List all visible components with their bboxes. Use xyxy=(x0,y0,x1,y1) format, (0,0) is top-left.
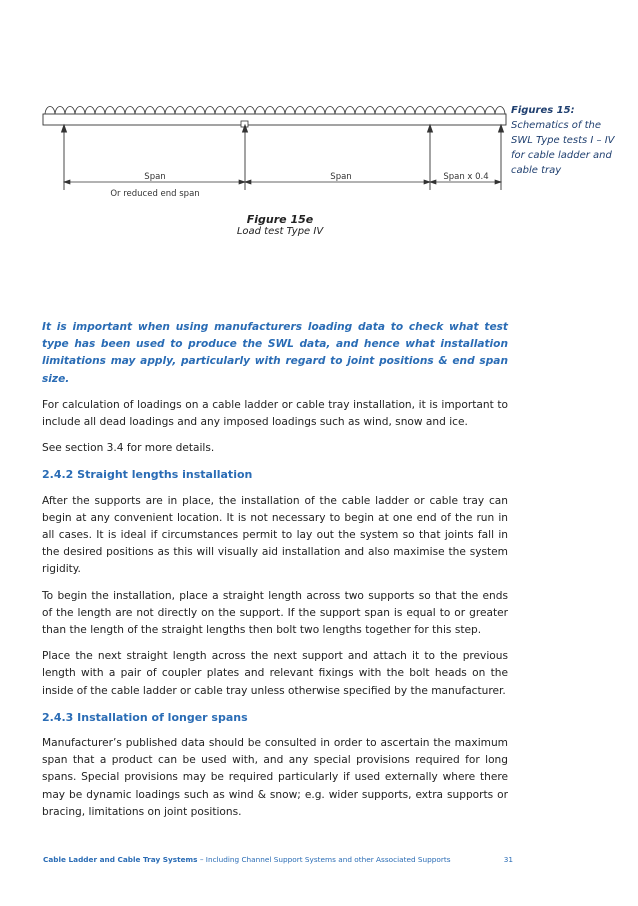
side-caption-title: Figures 15: xyxy=(511,105,575,116)
intro-paragraph: It is important when using manufacturers loading data to check what test type has been used to produce the SWL data, and hence what installation limitations may apply, particularly with regard to joint positions & end span size. xyxy=(42,321,508,385)
heading-longer-spans: 2.4.3 Installation of longer spans xyxy=(42,710,248,724)
paragraph-begin-installation: To begin the installation, place a straight length across two supports so that the ends of the length are not directly on the support. If the support span is equal to or greater than the length of the straight lengths then bolt two lengths together for this step. xyxy=(42,589,508,637)
support-arrows xyxy=(62,125,504,190)
figure-title: Figure 15e xyxy=(246,213,314,226)
span-label-3: Span x 0.4 xyxy=(443,172,489,182)
paragraph-supports: After the supports are in place, the installation of the cable ladder or cable tray can begin at any convenient location. It is not necessary to begin at one end of the run in all cases. It is ideal if circumstances permit to lay out the system so that joints fall in the desired positions as this will visually aid installation and also maximise the system rigidity. xyxy=(42,494,508,576)
figure-subtitle: Load test Type IV xyxy=(236,226,324,237)
main-text xyxy=(42,319,508,830)
heading-straight-lengths: 2.4.2 Straight lengths installation xyxy=(42,468,253,482)
span-label-1-sub: Or reduced end span xyxy=(110,189,200,199)
span-label-2: Span xyxy=(330,172,352,182)
footer-subtitle: – Including Channel Support Systems and other Associated Supports xyxy=(197,855,451,864)
paragraph-see-section: See section 3.4 for more details. xyxy=(42,442,215,455)
distributed-load xyxy=(45,107,505,115)
paragraph-manufacturer-data: Manufacturer’s published data should be consulted in order to ascertain the maximum span that a product can be used with, and any special provisions required for long spans. Special provisions may be required particularly if used externally where there may be dynamic loadings such as wind & snow; e.g. wider supports, extra supports or bracing, limitations on joint positions. xyxy=(42,737,508,818)
span-label-1: Span xyxy=(144,172,166,182)
tray-beam xyxy=(43,114,506,125)
side-caption xyxy=(511,103,621,178)
page-number: 31 xyxy=(503,855,513,864)
paragraph-loadings: For calculation of loadings on a cable ladder or cable tray installation, it is important to include all dead loadings and any imposed loadings such as wind, snow and ice. xyxy=(42,398,508,429)
footer-title: Cable Ladder and Cable Tray Systems xyxy=(43,855,198,864)
figure-caption xyxy=(180,213,380,237)
paragraph-next-length: Place the next straight length across the next support and attach it to the previous length with a pair of coupler plates and relevant fixings with the bolt heads on the inside of the cable ladder or cable tray unless otherwise specified by the manufacturer. xyxy=(42,650,508,697)
side-caption-body: Schematics of the SWL Type tests I – IV for cable ladder and cable tray xyxy=(511,120,615,176)
page-footer xyxy=(43,855,513,864)
dimension-lines xyxy=(64,180,501,184)
